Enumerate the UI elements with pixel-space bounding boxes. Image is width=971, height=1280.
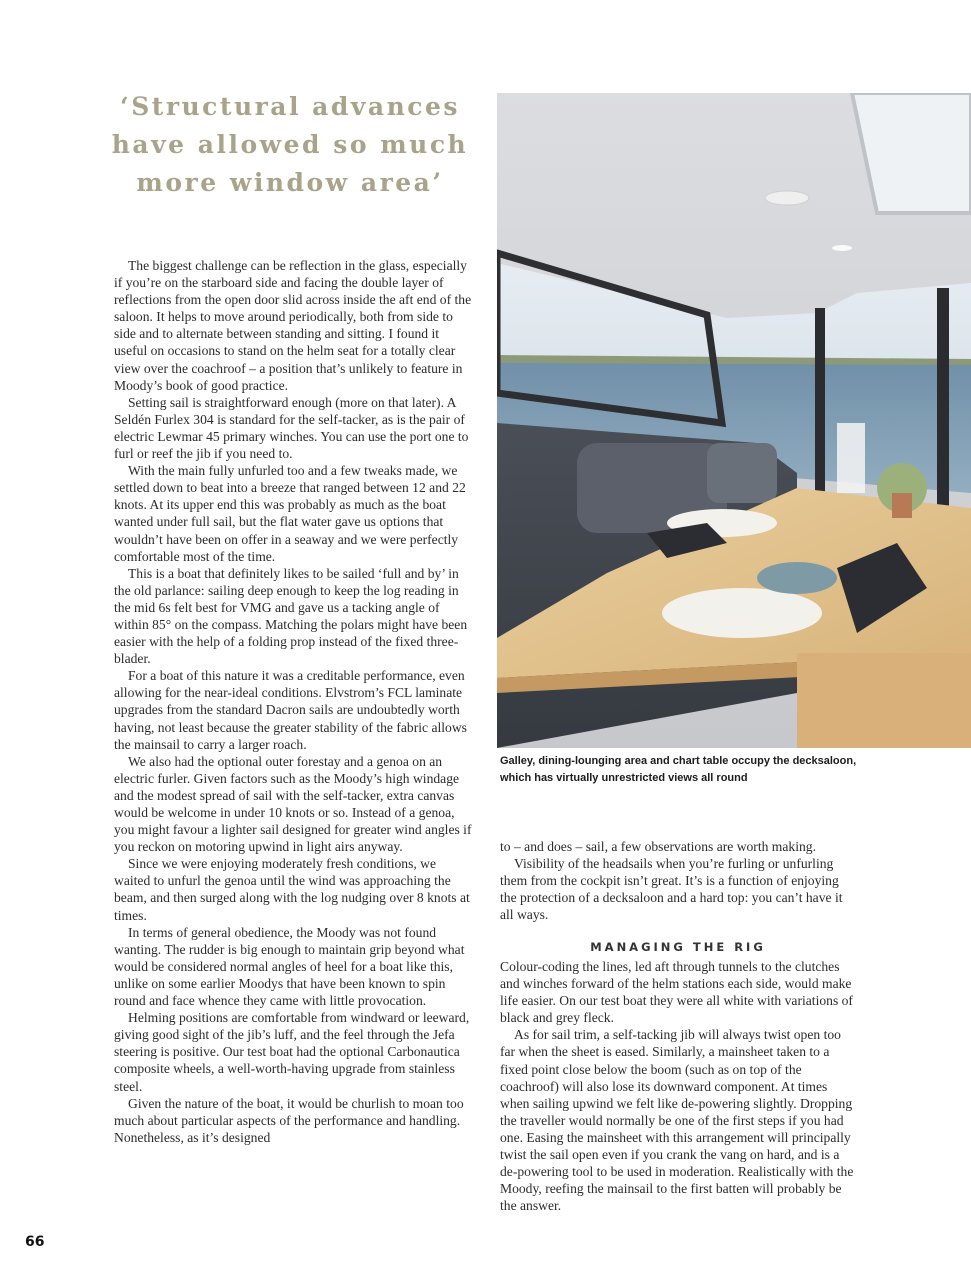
paragraph: As for sail trim, a self-tacking jib will always twist open too far when the sheet is eased. Similarly, a mainsheet taken to a fixed point close below the boom (such as on top of the coachroof) will also lose its downward component. At times when sailing upwind we felt like de-powering slightly. Dropping the traveller would normally be one of the first steps if you had one. Easing the mainsheet with this arrangement will principally twist the sail open even if you crank the vang on hard, and is a de-powering tool to be used in moderation. Realistically with the Moody, reefing the mainsail to the first batten will probably be the answer.	[500, 1027, 854, 1214]
paragraph: We also had the optional outer forestay and a genoa on an electric furler. Given factors such as the Moody’s high windage and the modest spread of sail with the self-tacker, extra canvas would be welcome in under 10 knots or so. Instead of a genoa, you might favour a lighter sail designed for greater wind angles if you reckon on motoring upwind in light airs anyway.	[114, 753, 472, 855]
paragraph: Since we were enjoying moderately fresh conditions, we waited to unfurl the genoa until the wind was approaching the beam, and then surged along with the log nudging over 8 knots at times.	[114, 856, 470, 923]
decksaloon-photo	[497, 93, 971, 748]
paragraph: Colour-coding the lines, led aft through tunnels to the clutches and winches forward of the helm stations each side, would make life easier. On our test boat they were all white with variations of black and grey fleck.	[500, 959, 853, 1026]
left-column	[114, 257, 474, 1146]
pull-quote-line: ‘Structural advances	[120, 92, 460, 121]
paragraph: In terms of general obedience, the Moody was not found wanting. The rudder is big enough to maintain grip beyond what would be considered normal angles of heel for a boat like this, unlike on some earlier Moodys that have been known to spin round and face whence they came with little provocation.	[114, 924, 465, 1009]
paragraph: Given the nature of the boat, it would be churlish to moan too much about particular aspects of the performance and handling. Nonetheless, as it’s designed	[114, 1095, 464, 1145]
paragraph: Setting sail is straightforward enough (more on that later). A Seldén Furlex 304 is standard for the self-tacker, as is the pair of electric Lewmar 45 primary winches. You can use the port one to furl or reef the jib if you need to.	[114, 394, 469, 462]
paragraph: to – and does – sail, a few observations are worth making.	[500, 839, 816, 854]
pull-quote-line: more window area’	[136, 168, 444, 197]
section-heading: MANAGING THE RIG	[590, 940, 766, 954]
paragraph: The biggest challenge can be reflection in the glass, especially if you’re on the starboard side and facing the double layer of reflections from the open door slid across inside the aft end of the saloon. It helps to move around periodically, both from side to side and to alternate between standing and sitting. I found it useful on occasions to stand on the helm seat for a totally clear view over the coachroof – a position that’s unlikely to feature in Moody’s book of good practice.	[114, 258, 472, 393]
photo-caption	[500, 753, 900, 787]
paragraph: For a boat of this nature it was a creditable performance, even allowing for the near-ideal conditions. Elvstrom’s FCL laminate upgrades from the standard Dacron sails are undoubtedly worth having, not least because the greater stability of the fabric allows the mainsail to carry a larger roach.	[114, 668, 467, 752]
pull-quote	[110, 88, 470, 202]
paragraph: With the main fully unfurled too and a few tweaks made, we settled down to beat into a breeze that ranged between 12 and 22 knots. At its upper end this was probably as much as the boat wanted under full sail, but the flat water gave us options that wouldn’t have been on offer in a seaway and we were perfectly comfortable most of the time.	[114, 463, 466, 564]
paragraph: Visibility of the headsails when you’re furling or unfurling them from the cockpit isn’t great. It’s is a function of enjoying the protection of a decksaloon and a hard top: you can’t have it all ways.	[500, 856, 843, 923]
paragraph: This is a boat that definitely likes to be sailed ‘full and by’ in the old parlance: sailing deep enough to keep the log reading in the mid 6s felt best for VMG and gave us a tacking angle of within 85° on the compass. Matching the polars might have been easier with the help of a folding prop instead of the fixed three-blader.	[114, 565, 468, 667]
page-number: 66	[25, 1234, 45, 1250]
right-column-top	[500, 838, 856, 923]
pull-quote-line: have allowed so much	[111, 130, 469, 159]
right-column-bottom	[500, 958, 856, 1214]
paragraph: Helming positions are comfortable from windward or leeward, giving good sight of the jib’s luff, and the feel through the Jefa steering is positive. Our test boat had the optional Carbonautica composite wheels, a well-worth-having upgrade from stainless steel.	[114, 1010, 470, 1094]
caption-line: Galley, dining-lounging area and chart table occupy the decksaloon,	[500, 755, 857, 767]
caption-line: which has virtually unrestricted views all round	[500, 772, 748, 784]
